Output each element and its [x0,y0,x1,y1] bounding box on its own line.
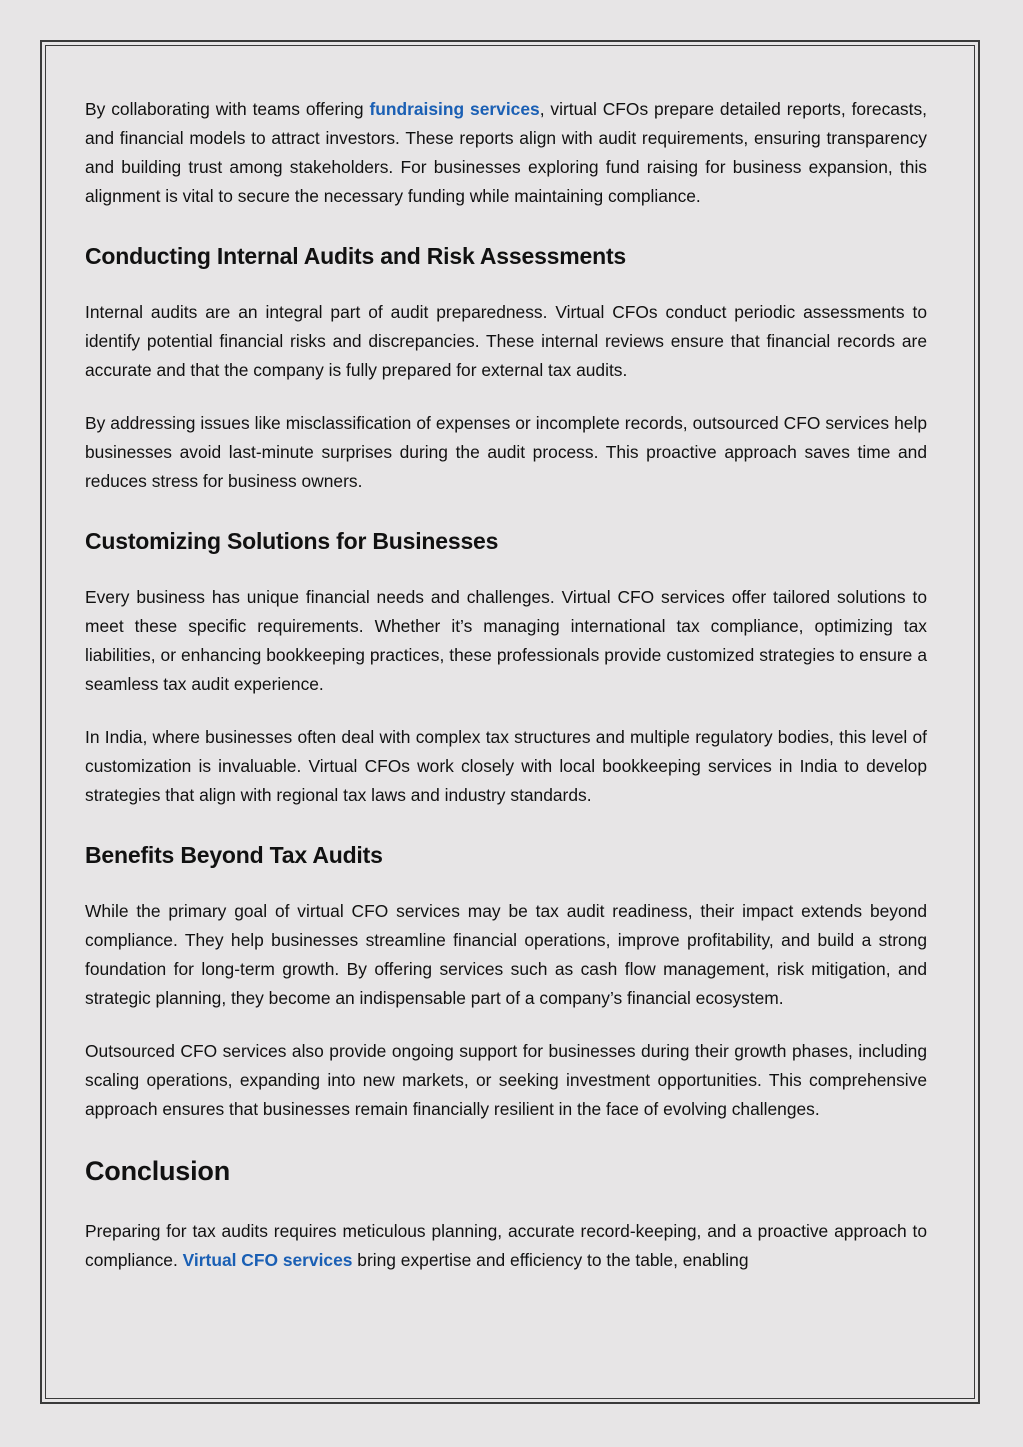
benefits-paragraph-1: While the primary goal of virtual CFO services may be tax audit readiness, their impact extends beyond compliance. They help businesses streamline financial operations, improve profitability, and build a strong foundation for long-term growth. By offering services such as cash flow management, risk mitigation, and strategic planning, they become an indispensable part of a company’s financial ecosystem. [85,901,927,1008]
heading-benefits-beyond: Benefits Beyond Tax Audits [85,842,383,868]
internal-audits-paragraph-1: Internal audits are an integral part of audit preparedness. Virtual CFOs conduct periodic assessments to identify potential financial risks and discrepancies. These internal reviews ensure that financial records are accurate and that the company is fully prepared for external tax audits. [85,302,927,380]
customizing-paragraph-1: Every business has unique financial needs and challenges. Virtual CFO services offer tailored solutions to meet these specific requirements. Whether it’s managing international tax compliance, optimizing tax liabilities, or enhancing bookkeeping practices, these professionals provide customized strategies to ensure a seamless tax audit experience. [85,587,927,694]
intro-text-before-link: By collaborating with teams offering [85,99,370,119]
conclusion-text-before-link: Preparing for tax audits requires meticulous planning, accurate record-keeping, and a proactive approach to compliance. [85,1221,927,1270]
fundraising-services-link[interactable]: fundraising services [369,99,540,119]
internal-audits-paragraph-2: By addressing issues like misclassification of expenses or incomplete records, outsourced CFO services help businesses avoid last-minute surprises during the audit process. This proactive approach saves time and reduces stress for business owners. [85,413,927,491]
virtual-cfo-services-link[interactable]: Virtual CFO services [182,1250,353,1270]
heading-internal-audits: Conducting Internal Audits and Risk Assessments [85,243,626,269]
document-body [85,95,927,1299]
customizing-paragraph-2: In India, where businesses often deal with complex tax structures and multiple regulatory bodies, this level of customization is invaluable. Virtual CFOs work closely with local bookkeeping services in India to develop strategies that align with regional tax laws and industry standards. [85,727,927,805]
intro-paragraph [85,95,927,211]
intro-text-after-link: , virtual CFOs prepare detailed reports, forecasts, and financial models to attract investors. These reports align with audit requirements, ensuring transparency and building trust among stakeholders. For businesses exploring fund raising for business expansion, this alignment is vital to secure the necessary funding while maintaining compliance. [85,99,927,206]
conclusion-text-after-link: bring expertise and efficiency to the table, enabling [352,1250,749,1270]
conclusion-paragraph [85,1217,927,1275]
heading-conclusion: Conclusion [85,1156,230,1186]
benefits-paragraph-2: Outsourced CFO services also provide ongoing support for businesses during their growth phases, including scaling operations, expanding into new markets, or seeking investment opportunities. This comprehensive approach ensures that businesses remain financially resilient in the face of evolving challenges. [85,1041,927,1119]
heading-customizing-solutions: Customizing Solutions for Businesses [85,528,499,554]
